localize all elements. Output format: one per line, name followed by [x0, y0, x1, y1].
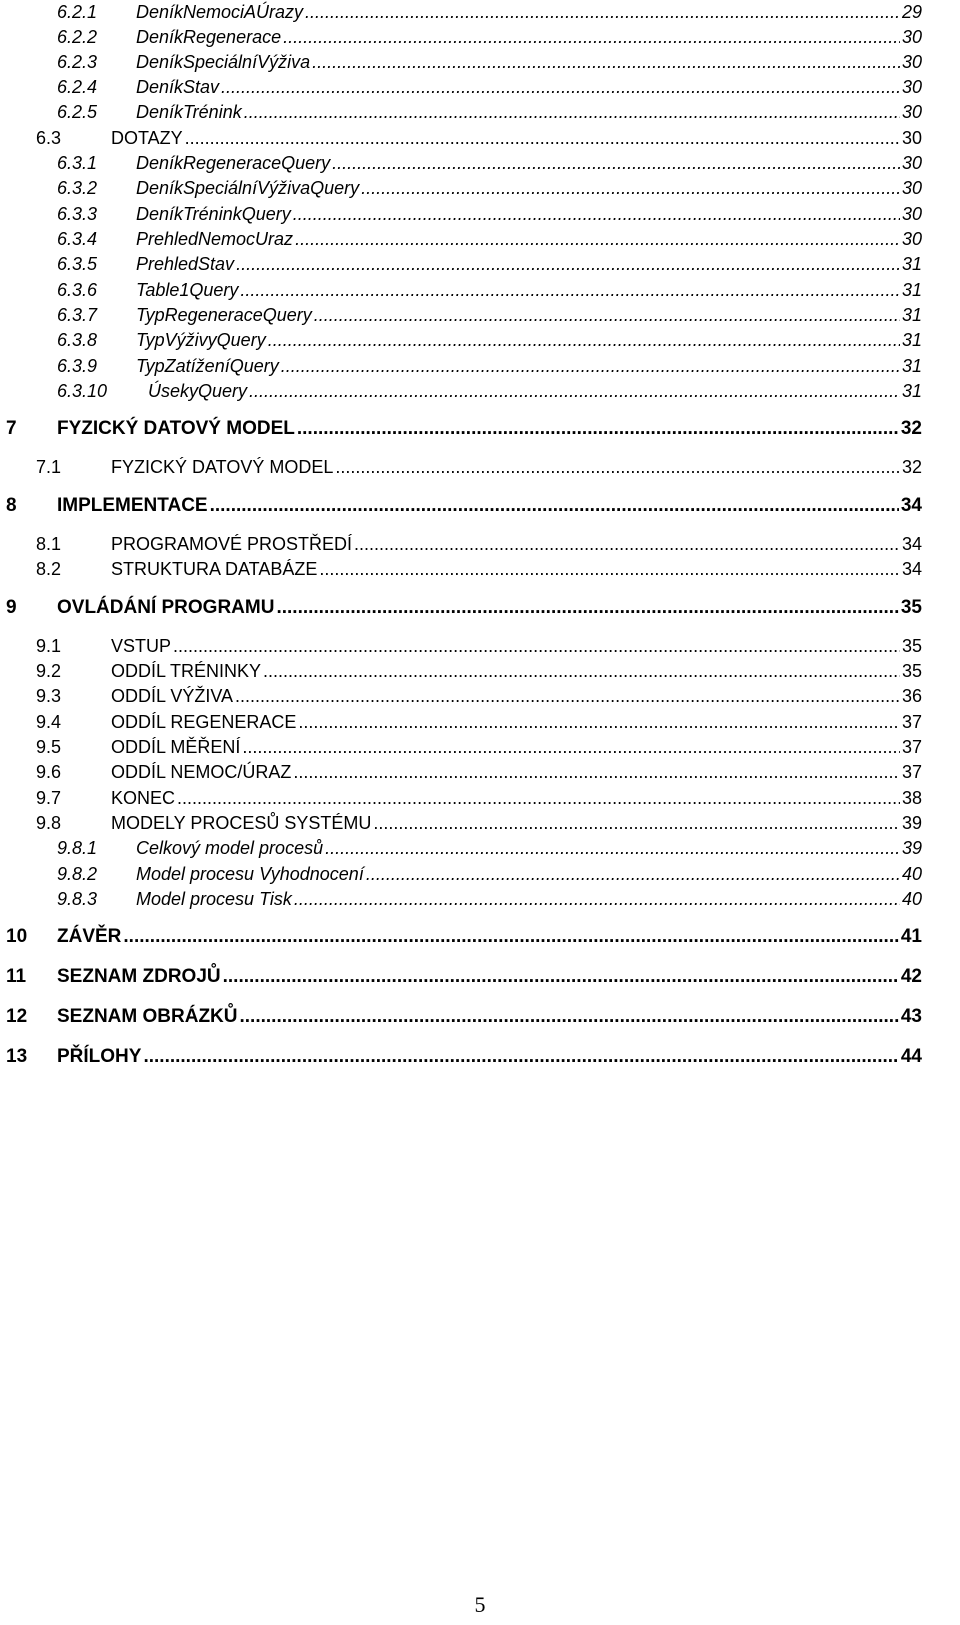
toc-entry-title: DeníkNemociAÚrazy: [136, 2, 304, 22]
toc-entry-page: 39: [901, 813, 922, 833]
toc-entry-page: 35: [900, 597, 922, 618]
leader-dots: [294, 889, 900, 910]
toc-entry[interactable]: [0, 381, 960, 407]
toc-entry-number: 9.8: [36, 813, 62, 833]
leader-dots: [312, 52, 900, 73]
toc-entry-page: 30: [901, 128, 922, 148]
toc-entry[interactable]: [0, 686, 960, 712]
toc-entry-page: 36: [901, 686, 922, 706]
leader-dots: [283, 27, 900, 48]
leader-dots: [305, 2, 900, 23]
toc-entry-number: 9.3: [36, 686, 62, 706]
leader-dots: [314, 305, 900, 326]
leader-dots: [242, 737, 900, 758]
leader-dots: [235, 686, 900, 707]
toc-entry-page: 37: [901, 712, 922, 732]
toc-entry-title: KONEC: [111, 788, 176, 808]
toc-entry-number: 6.2.1: [57, 2, 98, 22]
leader-dots: [354, 534, 900, 555]
toc-entry-number: 9: [6, 597, 17, 618]
toc-entry-title: VSTUP: [111, 636, 172, 656]
toc-entry-title: STRUKTURA DATABÁZE: [111, 559, 318, 579]
toc-entry[interactable]: [0, 2, 960, 28]
toc-entry-title: PrehledStav: [136, 254, 235, 274]
toc-entry-number: 9.6: [36, 762, 62, 782]
toc-entry-title: Table1Query: [136, 280, 239, 300]
leader-dots: [276, 597, 898, 619]
toc-entry[interactable]: [0, 204, 960, 230]
leader-dots: [223, 966, 899, 988]
toc-entry[interactable]: [0, 178, 960, 204]
toc-entry[interactable]: [0, 838, 960, 864]
toc-entry-title: Model procesu Tisk: [136, 889, 292, 909]
toc-entry-page: 30: [901, 204, 922, 224]
toc-entry-number: 6.3.10: [57, 381, 108, 401]
leader-dots: [249, 381, 900, 402]
toc-entry-number: 9.1: [36, 636, 62, 656]
leader-dots: [325, 838, 900, 859]
toc-entry-title: DeníkTréninkQuery: [136, 204, 291, 224]
toc-entry[interactable]: [0, 1046, 960, 1072]
toc-entry[interactable]: [0, 661, 960, 687]
toc-entry-page: 35: [901, 661, 922, 681]
toc-entry-title: ÚsekyQuery: [148, 381, 248, 401]
toc-entry[interactable]: [0, 1006, 960, 1032]
toc-entry[interactable]: [0, 788, 960, 814]
toc-entry-page: 38: [901, 788, 922, 808]
toc-entry-number: 9.8.1: [57, 838, 98, 858]
toc-entry-number: 6.3.3: [57, 204, 98, 224]
leader-dots: [373, 813, 900, 834]
toc-entry-number: 8: [6, 495, 17, 516]
toc-entry-title: PŘÍLOHY: [57, 1046, 142, 1067]
toc-entry-page: 35: [901, 636, 922, 656]
leader-dots: [244, 102, 900, 123]
toc-entry-title: ODDÍL TRÉNINKY: [111, 661, 262, 681]
toc-entry-page: 37: [901, 762, 922, 782]
toc-entry-number: 10: [6, 926, 28, 947]
toc-entry-title: PROGRAMOVÉ PROSTŘEDÍ: [111, 534, 353, 554]
leader-dots: [366, 864, 900, 885]
leader-dots: [295, 229, 900, 250]
toc-entry-page: 43: [900, 1006, 922, 1027]
toc-entry-number: 6.3.7: [57, 305, 98, 325]
toc-entry-number: 6.3.2: [57, 178, 98, 198]
toc-entry[interactable]: [0, 153, 960, 179]
toc-entry-page: 30: [901, 27, 922, 47]
toc-entry-page: 34: [901, 559, 922, 579]
leader-dots: [240, 280, 900, 301]
toc-entry-number: 8.1: [36, 534, 62, 554]
toc-entry[interactable]: [0, 712, 960, 738]
toc-entry-title: ODDÍL REGENERACE: [111, 712, 297, 732]
toc-entry[interactable]: [0, 229, 960, 255]
toc-entry[interactable]: [0, 27, 960, 53]
toc-entry-page: 40: [901, 864, 922, 884]
toc-entry-number: 6.2.2: [57, 27, 98, 47]
toc-entry-title: ZÁVĚR: [57, 926, 122, 947]
leader-dots: [297, 418, 899, 440]
toc-entry-number: 6.3.8: [57, 330, 98, 350]
toc-entry-page: 34: [901, 534, 922, 554]
leader-dots: [293, 762, 900, 783]
leader-dots: [173, 636, 900, 657]
toc-entry-number: 6.3.9: [57, 356, 98, 376]
toc-entry-page: 30: [901, 77, 922, 97]
toc-entry-number: 9.7: [36, 788, 62, 808]
toc-entry-page: 30: [901, 153, 922, 173]
toc-entry[interactable]: [0, 128, 960, 154]
toc-entry-number: 6.3.4: [57, 229, 98, 249]
toc-entry-page: 42: [900, 966, 922, 987]
toc-entry[interactable]: [0, 330, 960, 356]
toc-entry-page: 40: [901, 889, 922, 909]
toc-entry-page: 29: [901, 2, 922, 22]
toc-entry-number: 6.2.4: [57, 77, 98, 97]
toc-entry[interactable]: [0, 864, 960, 890]
toc-entry-title: DeníkRegenerace: [136, 27, 282, 47]
toc-entry-page: 30: [901, 52, 922, 72]
toc-entry-title: DeníkRegeneraceQuery: [136, 153, 331, 173]
toc-entry[interactable]: [0, 254, 960, 280]
toc-entry-number: 6.2.3: [57, 52, 98, 72]
toc-entry[interactable]: [0, 813, 960, 839]
toc-entry-page: 30: [901, 102, 922, 122]
toc-entry[interactable]: [0, 418, 960, 444]
toc-entry[interactable]: [0, 457, 960, 483]
toc-entry-page: 41: [900, 926, 922, 947]
toc-entry-number: 13: [6, 1046, 28, 1067]
toc-entry-page: 44: [900, 1046, 922, 1067]
leader-dots: [240, 1006, 899, 1028]
toc-entry-title: DeníkStav: [136, 77, 220, 97]
toc-entry-title: FYZICKÝ DATOVÝ MODEL: [111, 457, 334, 477]
leader-dots: [268, 330, 900, 351]
leader-dots: [281, 356, 900, 377]
toc-entry-number: 6.2.5: [57, 102, 98, 122]
toc-entry-title: SEZNAM ZDROJŮ: [57, 966, 221, 987]
toc-entry-title: ODDÍL MĚŘENÍ: [111, 737, 241, 757]
leader-dots: [143, 1046, 898, 1068]
leader-dots: [361, 178, 900, 199]
toc-entry[interactable]: [0, 305, 960, 331]
toc-entry[interactable]: [0, 889, 960, 915]
toc-entry-title: TypRegeneraceQuery: [136, 305, 312, 325]
leader-dots: [298, 712, 900, 733]
toc-entry[interactable]: [0, 534, 960, 560]
leader-dots: [123, 926, 898, 948]
toc-entry-page: 31: [901, 381, 922, 401]
toc-entry-title: DOTAZY: [111, 128, 183, 148]
toc-entry-title: DeníkSpeciálníVýživa: [136, 52, 311, 72]
toc-entry-page: 31: [901, 356, 922, 376]
toc-entry-number: 6.3.6: [57, 280, 98, 300]
leader-dots: [221, 77, 900, 98]
toc-entry-number: 8.2: [36, 559, 62, 579]
toc-entry-number: 11: [6, 966, 27, 987]
toc-entry-page: 37: [901, 737, 922, 757]
toc-entry-number: 9.2: [36, 661, 62, 681]
toc-entry-number: 12: [6, 1006, 28, 1027]
leader-dots: [177, 788, 900, 809]
leader-dots: [332, 153, 900, 174]
toc-entry-page: 31: [901, 280, 922, 300]
toc-entry-title: FYZICKÝ DATOVÝ MODEL: [57, 418, 295, 439]
toc-entry[interactable]: [0, 280, 960, 306]
toc-entry-page: 32: [900, 418, 922, 439]
toc-entry[interactable]: [0, 737, 960, 763]
leader-dots: [335, 457, 900, 478]
toc-entry[interactable]: [0, 966, 960, 992]
toc-entry-title: TypVýživyQuery: [136, 330, 266, 350]
toc-entry-number: 7.1: [36, 457, 62, 477]
toc-entry[interactable]: [0, 559, 960, 585]
toc-entry-number: 9.8.3: [57, 889, 98, 909]
toc-entry-number: 9.4: [36, 712, 62, 732]
toc-entry-title: SEZNAM OBRÁZKŮ: [57, 1006, 238, 1027]
toc-entry-page: 32: [901, 457, 922, 477]
toc-entry-title: IMPLEMENTACE: [57, 495, 208, 516]
toc-entry[interactable]: [0, 356, 960, 382]
toc-entry-title: ODDÍL NEMOC/ÚRAZ: [111, 762, 292, 782]
toc-entry-title: Model procesu Vyhodnocení: [136, 864, 364, 884]
toc-entry-number: 6.3.1: [57, 153, 98, 173]
toc-entry[interactable]: [0, 77, 960, 103]
toc-entry-title: MODELY PROCESŮ SYSTÉMU: [111, 813, 372, 833]
toc-entry-page: 30: [901, 229, 922, 249]
toc-entry-title: Celkový model procesů: [136, 838, 324, 858]
toc-entry-number: 9.8.2: [57, 864, 98, 884]
toc-entry[interactable]: [0, 102, 960, 128]
toc-entry[interactable]: [0, 762, 960, 788]
toc-entry-number: 7: [6, 418, 17, 439]
toc-entry-title: PrehledNemocUraz: [136, 229, 294, 249]
toc-entry-title: DeníkTrénink: [136, 102, 242, 122]
toc-entry-page: 39: [901, 838, 922, 858]
toc-entry[interactable]: [0, 597, 960, 623]
leader-dots: [236, 254, 900, 275]
toc-entry-number: 9.5: [36, 737, 62, 757]
toc-entry[interactable]: [0, 495, 960, 521]
page-number: 5: [474, 1592, 486, 1617]
leader-dots: [185, 128, 900, 149]
toc-entry[interactable]: [0, 52, 960, 78]
leader-dots: [293, 204, 900, 225]
toc-entry[interactable]: [0, 636, 960, 662]
toc-entry-title: DeníkSpeciálníVýživaQuery: [136, 178, 360, 198]
toc-entry-page: 31: [901, 330, 922, 350]
toc-entry-page: 31: [901, 305, 922, 325]
toc-entry-number: 6.3.5: [57, 254, 98, 274]
leader-dots: [263, 661, 900, 682]
toc-entry-page: 30: [901, 178, 922, 198]
toc-entry-page: 34: [900, 495, 922, 516]
toc-entry-title: ODDÍL VÝŽIVA: [111, 686, 234, 706]
toc-entry-title: OVLÁDÁNÍ PROGRAMU: [57, 597, 275, 618]
toc-entry-number: 6.3: [36, 128, 62, 148]
toc-entry[interactable]: [0, 926, 960, 952]
leader-dots: [210, 495, 899, 517]
toc-entry-title: TypZatíženíQuery: [136, 356, 279, 376]
toc-entry-page: 31: [901, 254, 922, 274]
leader-dots: [319, 559, 900, 580]
